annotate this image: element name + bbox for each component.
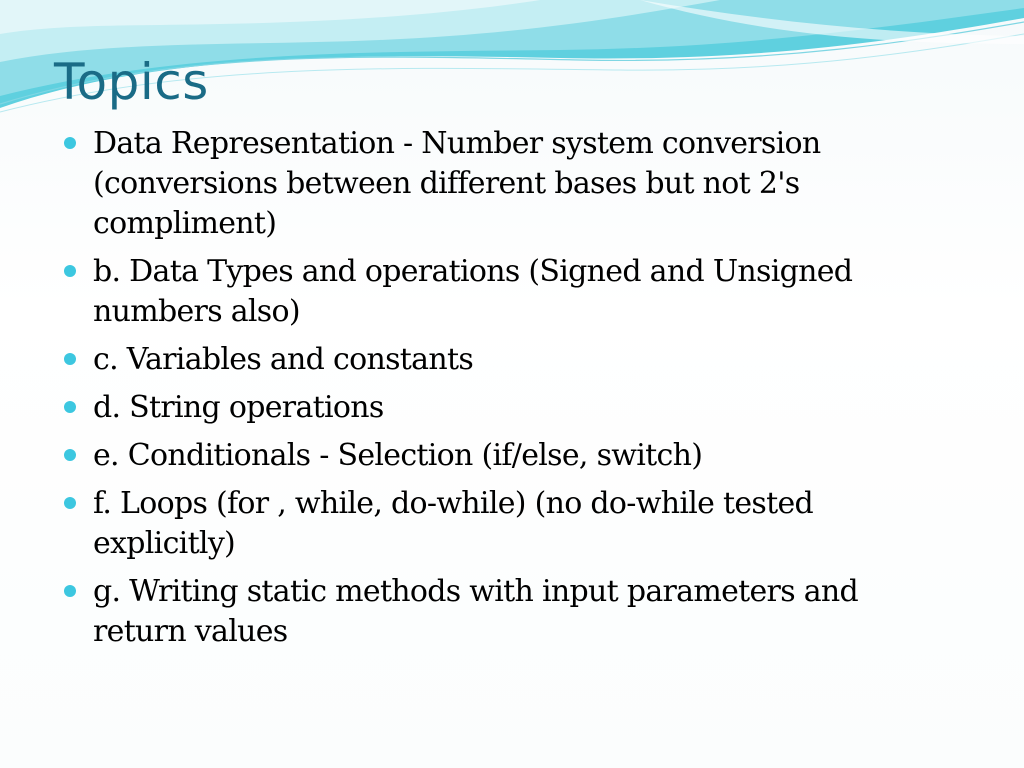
bullet-item: [62, 436, 952, 476]
bullet-text: Data Representation - Number system conversion (conversions between different bases but not 2's compliment): [93, 126, 821, 241]
bullet-text: g. Writing static methods with input parameters and return values: [93, 574, 859, 649]
bullet-text: d. String operations: [93, 390, 384, 425]
bullet-dot-icon: [64, 585, 76, 597]
bullet-item: [62, 340, 952, 380]
bullet-item: [62, 388, 952, 428]
bullet-text: e. Conditionals - Selection (if/else, switch): [93, 438, 703, 473]
bullet-item: [62, 484, 952, 564]
bullet-dot-icon: [64, 137, 76, 149]
bullet-dot-icon: [64, 449, 76, 461]
bullet-text: b. Data Types and operations (Signed and Unsigned numbers also): [93, 254, 853, 329]
bullet-item: [62, 124, 952, 244]
slide-title: Topics: [54, 53, 209, 111]
bullet-item: [62, 252, 952, 332]
bullet-dot-icon: [64, 353, 76, 365]
bullet-dot-icon: [64, 497, 76, 509]
bullet-text: c. Variables and constants: [93, 342, 474, 377]
bullet-text: f. Loops (for , while, do-while) (no do-while tested explicitly): [93, 486, 814, 561]
bullet-item: [62, 572, 952, 652]
topics-bullet-list: [62, 124, 952, 660]
bullet-dot-icon: [64, 265, 76, 277]
bullet-dot-icon: [64, 401, 76, 413]
